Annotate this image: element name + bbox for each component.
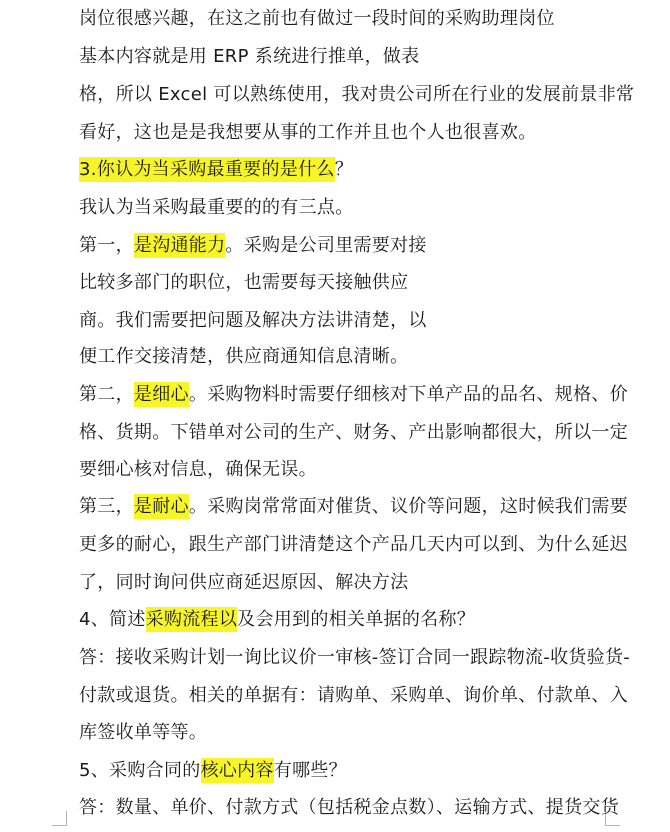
text-line [79,158,650,182]
text-segment: 库签收单等等。 [79,722,208,743]
text-segment: 第一， [79,235,134,256]
highlighted-text: 是耐心 [133,496,189,517]
text-segment: 了，同时询问供应商延迟原因、解决方法 [79,572,409,593]
text-line [79,196,650,220]
text-segment: 要细心核对信息，确保无误。 [79,459,317,480]
text-segment: 。采购岗常常面对催货、议价等问题，这时候我们需要 [188,496,629,517]
text-segment: 便工作交接清楚，供应商通知信息清晰。 [79,346,409,367]
text-line [79,533,650,557]
text-line [79,646,650,670]
highlighted-text: 3.你认为当采购最重要的是什么 [79,159,335,180]
text-line [79,383,650,407]
text-segment: 格、货期。下错单对公司的生产、财务、产出影响都很大，所以一定 [79,422,628,443]
text-line [79,121,650,145]
text-line [79,421,650,445]
text-line [79,83,650,107]
text-segment: 。采购是公司里需要对接 [225,235,427,256]
text-line [79,759,650,783]
text-segment: 。采购物料时需要仔细核对下单产品的品名、规格、价 [188,384,629,405]
page-corner-mark-left [52,811,67,826]
text-line [79,7,650,31]
highlighted-text: 是细心 [133,384,189,405]
text-line [79,234,650,258]
text-segment: 比较多部门的职位，也需要每天接触供应 [79,272,409,293]
text-line [79,45,650,69]
text-segment: 答：数量、单价、付款方式（包括税金点数）、运输方式、提货交货 [79,797,619,818]
text-segment: 第三， [79,496,134,517]
text-segment: 看好，这也是是我想要从事的工作并且也个人也很喜欢。 [79,122,537,143]
text-segment: ？ [334,159,353,180]
text-segment: 格，所以 Excel 可以熟练使用，我对贵公司所在行业的发展前景非常 [79,84,635,105]
text-segment: 答：接收采购计划一询比议价一审核-签订合同一跟踪物流-收货验货- [79,647,631,668]
text-segment: 5、采购合同的 [79,760,201,781]
text-segment: 及会用到的相关单据的名称？ [237,609,476,630]
text-line [79,345,650,369]
text-line [79,721,650,745]
text-segment: 4、简述 [79,609,146,630]
text-line [79,495,650,519]
text-segment: 基本内容就是用 ERP 系统进行推单，做表 [79,46,420,67]
highlighted-text: 核心内容 [200,760,274,781]
text-segment: 我认为当采购最重要的的有三点。 [79,197,354,218]
text-segment: 有哪些？ [273,760,347,781]
text-line [79,684,650,708]
text-segment: 第二， [79,384,134,405]
text-line [79,309,650,333]
text-line [79,458,650,482]
text-segment: 岗位很感兴趣，在这之前也有做过一段时间的采购助理岗位 [79,8,555,29]
text-line [79,571,650,595]
text-segment: 更多的耐心，跟生产部门讲清楚这个产品几天内可以到、为什么延迟 [79,534,628,555]
highlighted-text: 是沟通能力 [133,235,226,256]
text-segment: 付款或退货。相关的单据有：请购单、采购单、询价单、付款单、入 [79,685,628,706]
text-line [79,608,650,632]
highlighted-text: 采购流程以 [145,609,238,630]
text-line [79,271,650,295]
text-line [79,796,650,820]
text-segment: 商。我们需要把问题及解决方法讲清楚，以 [79,310,427,331]
